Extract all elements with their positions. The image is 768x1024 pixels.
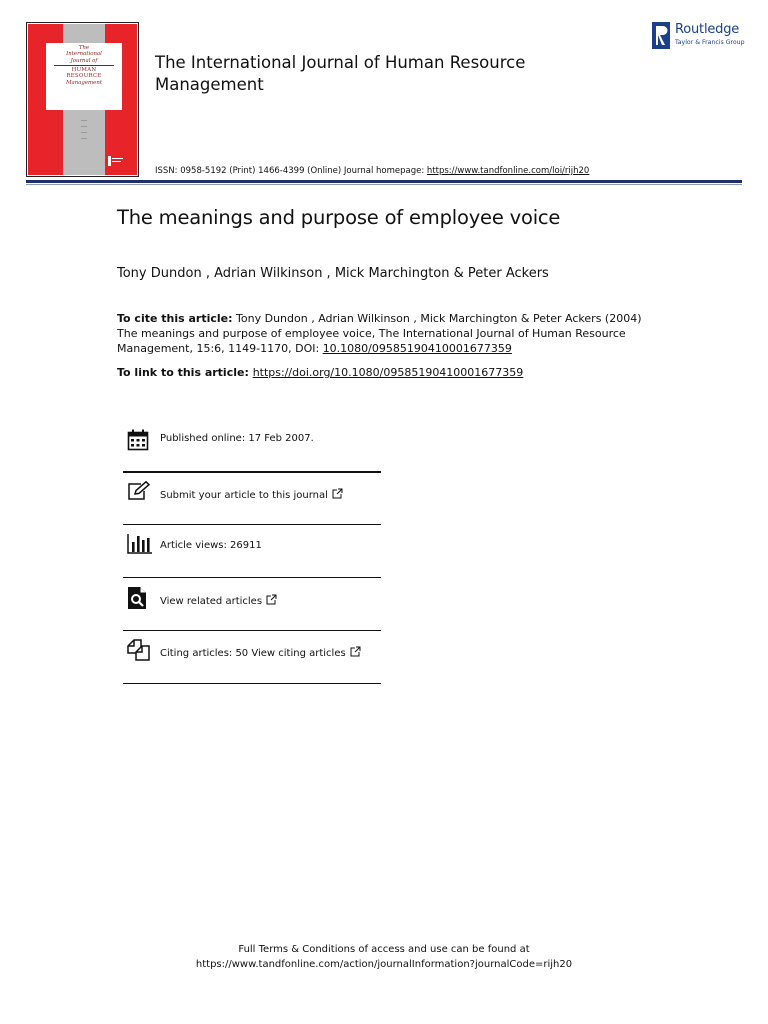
edit-icon — [127, 481, 151, 501]
external-link-icon — [350, 646, 361, 657]
footer — [0, 942, 768, 972]
info-divider — [123, 524, 381, 525]
cover-mark — [81, 120, 87, 121]
cover-background — [28, 24, 137, 175]
article-link-block — [117, 365, 677, 380]
citing-articles-label: Citing articles: 50 View citing articles — [160, 648, 346, 659]
info-divider — [123, 471, 381, 473]
footer-terms-text: Full Terms & Conditions of access and use can be found at — [238, 944, 530, 955]
citing-articles-link[interactable] — [160, 646, 361, 659]
cover-title-line: HUMAN — [71, 66, 97, 73]
related-articles-link[interactable] — [160, 594, 277, 607]
routledge-logo[interactable] — [652, 20, 752, 50]
cover-title-line: Management — [66, 79, 102, 86]
publisher-name: Routledge — [675, 22, 740, 37]
header-divider-thin — [26, 184, 742, 185]
article-views-count: Article views: 26911 — [160, 540, 262, 551]
citation-doi-link[interactable]: 10.1080/09585190410001677359 — [322, 342, 512, 355]
cover-title-line: Journal of — [70, 57, 98, 64]
cover-mark — [81, 132, 87, 133]
journal-homepage-link[interactable]: https://www.tandfonline.com/loi/rijh20 — [426, 166, 590, 176]
citation-text: Tony Dundon , Adrian Wilkinson , Mick Marchington & Peter Ackers (2004) The meanings and purpose of employee voice, The International Journal of Human Resource Management, 15:6, 1149-1170, DOI: — [117, 312, 642, 355]
citing-articles-row[interactable] — [123, 638, 381, 666]
external-link-icon — [266, 594, 277, 605]
article-authors: Tony Dundon , Adrian Wilkinson , Mick Marchington & Peter Ackers — [117, 266, 549, 281]
cover-publisher-logo — [108, 156, 124, 168]
info-divider — [123, 683, 381, 684]
citation-label: To cite this article: — [117, 312, 233, 325]
article-link-label: To link to this article: — [117, 366, 253, 379]
submit-article-link[interactable] — [160, 488, 343, 501]
journal-cover — [26, 22, 139, 177]
calendar-icon — [127, 429, 149, 451]
submit-article-label: Submit your article to this journal — [160, 490, 328, 501]
routledge-logo-icon — [652, 22, 670, 49]
cover-title-line: International — [66, 51, 102, 58]
cover-mark — [81, 126, 87, 127]
header-divider — [26, 180, 742, 183]
issn-line — [155, 166, 589, 176]
info-divider — [123, 630, 381, 631]
cover-title-line: RESOURCE — [66, 73, 102, 80]
publisher-subtitle: Taylor & Francis Group — [675, 39, 745, 46]
citing-articles-icon — [127, 639, 151, 661]
citation-block — [117, 311, 657, 356]
cover-title — [46, 43, 122, 110]
published-row — [123, 428, 381, 452]
submit-article-row[interactable] — [123, 480, 381, 508]
search-document-icon — [127, 586, 147, 610]
related-articles-row[interactable] — [123, 586, 381, 614]
published-date: Published online: 17 Feb 2007. — [160, 433, 314, 444]
article-views-row — [123, 532, 381, 560]
cover-mark — [81, 138, 87, 139]
article-title: The meanings and purpose of employee voice — [117, 206, 561, 229]
journal-title: The International Journal of Human Resource Management — [155, 53, 526, 94]
article-doi-link[interactable]: https://doi.org/10.1080/09585190410001677359 — [252, 366, 524, 379]
footer-terms-link[interactable]: https://www.tandfonline.com/action/journalInformation?journalCode=rijh20 — [195, 959, 573, 970]
external-link-icon — [332, 488, 343, 499]
related-articles-label: View related articles — [160, 596, 263, 607]
bar-chart-icon — [127, 533, 153, 555]
info-divider — [123, 577, 381, 578]
cover-title-line: The — [78, 45, 90, 51]
issn-text: ISSN: 0958-5192 (Print) 1466-4399 (Online) Journal homepage: — [155, 166, 427, 176]
